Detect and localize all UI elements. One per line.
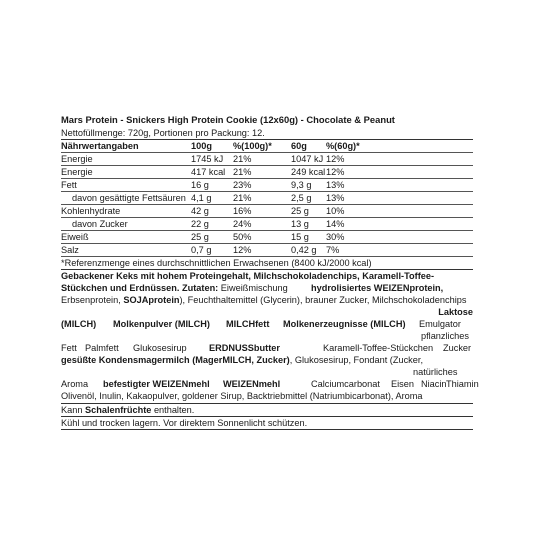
ingredient-text: Zucker (443, 343, 472, 353)
nutrient-label: davon gesättigte Fettsäuren (72, 193, 186, 203)
nutrition-row (61, 205, 473, 218)
ingredient-text: Niacin (421, 379, 447, 389)
storage-note: Kühl und trocken lagern. Vor direktem Sonnenlicht schützen. (61, 417, 473, 430)
ingredient-allergen: Laktose (438, 307, 473, 317)
nutrient-label: davon Zucker (72, 219, 128, 229)
ingredient-text: pflanzliches (420, 331, 469, 341)
value-60g: 1047 kJ (291, 154, 324, 164)
percent-60g: 12% (326, 167, 345, 177)
nutrient-label: Fett (61, 180, 77, 190)
ingredient-text: Olivenöl, Inulin, Kakaopulver, goldener Sirup, Backtriebmittel (Natriumbicarbonat), Aroma (61, 391, 423, 401)
ingredient-allergen: befestigter WEIZENmehl (103, 379, 210, 389)
ingredient-text: ), Feuchthaltemittel (Glycerin), brauner Zucker, Milchschokoladenchips (179, 295, 467, 305)
nutrition-table (61, 140, 473, 257)
reference-note: *Referenzmenge eines durchschnittlichen Erwachsenen (8400 kJ/2000 kcal) (61, 257, 473, 270)
ingredient-allergen: Molkenerzeugnisse (MILCH) (283, 319, 406, 329)
percent-60g: 30% (326, 232, 345, 242)
value-60g: 2,5 g (291, 193, 312, 203)
value-60g: 0,42 g (291, 245, 317, 255)
ingredient-allergen: WEIZENmehl (223, 379, 281, 389)
nutrition-row (61, 166, 473, 179)
header-60g: 60g (291, 141, 307, 151)
percent-100g: 50% (233, 232, 252, 242)
ingredient-text: Erbsenprotein, (61, 295, 121, 305)
ingredient-allergen: ERDNUSSbutter (209, 343, 280, 353)
ingredient-text: Thiamin (446, 379, 479, 389)
percent-100g: 21% (233, 167, 252, 177)
allergen-bold: Schalenfrüchte (85, 405, 152, 415)
allergen-post: enthalten. (151, 405, 195, 415)
value-60g: 25 g (291, 206, 309, 216)
nutrition-row (61, 231, 473, 244)
ingredient-text: Karamell-Toffee-Stückchen (323, 343, 434, 353)
percent-100g: 21% (233, 154, 252, 164)
ingredient-allergen: Molkenpulver (MILCH) (113, 319, 210, 329)
nutrient-label: Eiweiß (61, 232, 89, 242)
ingredient-allergen: (MILCH) (61, 319, 97, 329)
header-100g: 100g (191, 141, 212, 151)
percent-60g: 14% (326, 219, 345, 229)
ingredient-text: Fett (61, 343, 77, 353)
nutrition-row (61, 153, 473, 166)
nutrition-row (61, 218, 473, 231)
ingredients-intro: Gebackener Keks mit hohem Proteingehalt, Milchschokoladenchips, Karamell-Toffee- (61, 271, 435, 281)
header-pct-100g: %(100g)* (233, 141, 272, 151)
ingredient-text: Calciumcarbonat (311, 379, 380, 389)
value-60g: 15 g (291, 232, 309, 242)
value-100g: 0,7 g (191, 245, 212, 255)
percent-100g: 21% (233, 193, 252, 203)
value-100g: 4,1 g (191, 193, 212, 203)
allergen-note (61, 404, 473, 417)
nutrition-row (61, 244, 473, 257)
value-100g: 1745 kJ (191, 154, 224, 164)
ingredient-allergen: hydrolisiertes WEIZENprotein, (311, 283, 444, 293)
value-100g: 417 kcal (191, 167, 226, 177)
ingredient-text: , Glukosesirup, Fondant (Zucker, (289, 355, 423, 365)
header-label: Nährwertangaben (61, 141, 139, 151)
value-60g: 249 kcal (291, 167, 326, 177)
nutrition-header-row (61, 140, 473, 153)
allergen-pre: Kann (61, 405, 86, 415)
percent-60g: 13% (326, 180, 345, 190)
ingredient-allergen: gesüßte Kondensmagermilch (MagerMILCH, Zucker) (61, 355, 290, 365)
nutrient-label: Energie (61, 154, 93, 164)
ingredient-text: Emulgator (419, 319, 461, 329)
product-document (61, 114, 479, 430)
ingredient-text: Palmfett (85, 343, 119, 353)
value-100g: 25 g (191, 232, 209, 242)
nutrition-row (61, 179, 473, 192)
value-100g: 22 g (191, 219, 209, 229)
ingredient-allergen: MILCHfett (226, 319, 270, 329)
value-100g: 42 g (191, 206, 209, 216)
percent-100g: 12% (233, 245, 252, 255)
nutrition-row (61, 192, 473, 205)
header-pct-60g: %(60g)* (326, 141, 360, 151)
ingredients-block (61, 270, 479, 404)
percent-60g: 13% (326, 193, 345, 203)
percent-100g: 23% (233, 180, 252, 190)
value-60g: 13 g (291, 219, 309, 229)
ingredient-text: Aroma (61, 379, 89, 389)
percent-60g: 10% (326, 206, 345, 216)
percent-60g: 12% (326, 154, 345, 164)
value-60g: 9,3 g (291, 180, 312, 190)
ingredient-text: Eiweißmischung (220, 283, 288, 293)
percent-100g: 24% (233, 219, 252, 229)
ingredient-allergen: SOJAprotein (123, 295, 180, 305)
value-100g: 16 g (191, 180, 209, 190)
percent-60g: 7% (326, 245, 340, 255)
ingredient-text: Eisen (391, 379, 414, 389)
nutrient-label: Salz (61, 245, 79, 255)
nutrient-label: Energie (61, 167, 93, 177)
percent-100g: 16% (233, 206, 252, 216)
ingredients-intro-end: Stückchen und Erdnüssen. (61, 283, 180, 293)
product-title: Mars Protein - Snickers High Protein Cookie (12x60g) - Chocolate & Peanut (61, 114, 395, 125)
nutrient-label: Kohlenhydrate (61, 206, 121, 216)
ingredients-label: Zutaten: (182, 283, 219, 293)
net-content: Nettofüllmenge: 720g, Portionen pro Packung: 12. (61, 127, 473, 140)
ingredient-text: Glukosesirup (133, 343, 187, 353)
ingredient-text: natürliches (413, 367, 458, 377)
